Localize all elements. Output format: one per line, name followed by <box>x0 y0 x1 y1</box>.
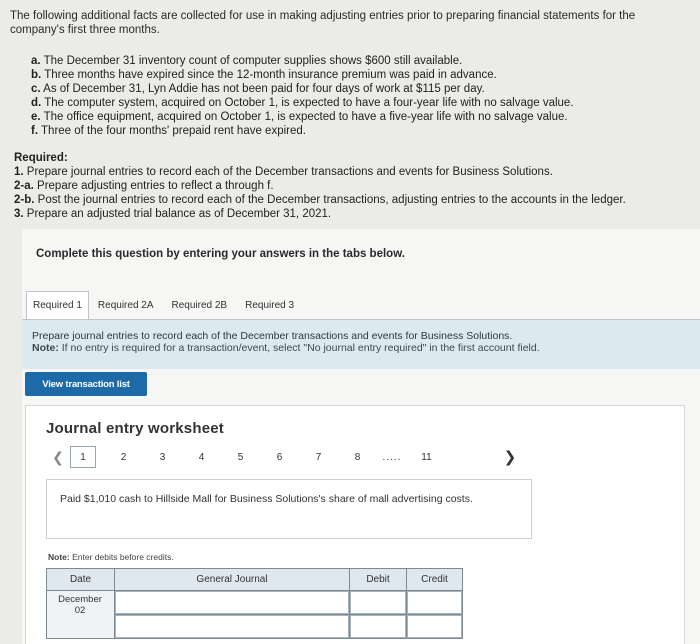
tab-required-2a[interactable]: Required 2A <box>97 300 154 311</box>
date-cell <box>47 591 115 639</box>
tab-required-3[interactable]: Required 3 <box>245 300 295 311</box>
credit-input[interactable] <box>407 615 462 638</box>
instruction-text: Prepare journal entries to record each of the December transactions and events for Business Solutions. <box>32 330 513 342</box>
page-1[interactable]: 1 <box>70 446 96 468</box>
account-input[interactable] <box>115 591 349 614</box>
tab-required-2b[interactable]: Required 2B <box>171 300 228 311</box>
required-item: 3. Prepare an adjusted trial balance as of December 31, 2021. <box>14 208 332 220</box>
fact-item: e. The office equipment, acquired on October 1, is expected to have a five-year life with no salvage value. <box>31 111 568 123</box>
page-2[interactable]: 2 <box>120 451 127 463</box>
card-heading: Complete this question by entering your answers in the tabs below. <box>36 248 405 260</box>
worksheet-pager <box>46 446 446 468</box>
page-8[interactable]: 8 <box>354 451 361 463</box>
view-transaction-list-button[interactable]: View transaction list <box>25 372 147 396</box>
journal-entry-worksheet <box>25 405 685 644</box>
page-6[interactable]: 6 <box>276 451 283 463</box>
instruction-panel <box>22 319 700 369</box>
account-input[interactable] <box>115 615 349 638</box>
intro-text: The following additional facts are collected for use in making adjusting entries prior to preparing financial statements for the company's first three months. <box>10 10 636 36</box>
table-row <box>47 591 463 615</box>
date-month: December <box>58 594 102 605</box>
facts-list <box>31 54 681 138</box>
credit-cell[interactable] <box>407 615 463 639</box>
debit-cell[interactable] <box>350 591 407 615</box>
fact-item: c. As of December 31, Lyn Addie has not been paid for four days of work at $115 per day. <box>31 83 485 95</box>
required-heading: Required: <box>14 152 68 164</box>
page-3[interactable]: 3 <box>159 451 166 463</box>
account-cell[interactable] <box>115 615 350 639</box>
fact-item: d. The computer system, acquired on October 1, is expected to have a four-year life with no salvage value. <box>31 97 574 109</box>
fact-item: a. The December 31 inventory count of computer supplies shows $600 still available. <box>31 55 463 67</box>
page-5[interactable]: 5 <box>237 451 244 463</box>
debit-input[interactable] <box>350 591 406 614</box>
general-journal-header: General Journal <box>115 569 350 591</box>
date-day: 02 <box>74 605 86 616</box>
page-4[interactable]: 4 <box>198 451 205 463</box>
credit-input[interactable] <box>407 591 462 614</box>
tab-bar <box>26 291 303 319</box>
journal-table <box>46 568 463 639</box>
required-item: 2-a. Prepare adjusting entries to reflect a through f. <box>14 180 274 192</box>
required-item: 2-b. Post the journal entries to record each of the December transactions, adjusting entries to the accounts in the ledger. <box>14 194 626 206</box>
required-section <box>14 151 694 221</box>
page-11[interactable]: 11 <box>421 451 432 463</box>
instruction-note: Note: If no entry is required for a transaction/event, select "No journal entry required" in the first account field. <box>32 342 540 354</box>
chevron-left-icon[interactable]: ❮ <box>52 448 64 465</box>
worksheet-title: Journal entry worksheet <box>46 420 224 437</box>
credit-cell[interactable] <box>407 591 463 615</box>
debit-input[interactable] <box>350 615 406 638</box>
debits-note: Note: Enter debits before credits. <box>48 552 174 562</box>
fact-item: b. Three months have expired since the 12-month insurance premium was paid in advance. <box>31 69 497 81</box>
credit-header: Credit <box>407 569 463 591</box>
tab-required-1[interactable]: Required 1 <box>26 291 89 319</box>
debit-header: Debit <box>350 569 407 591</box>
debit-cell[interactable] <box>350 615 407 639</box>
chevron-right-icon[interactable]: ❯ <box>503 449 517 466</box>
transaction-description: Paid $1,010 cash to Hillside Mall for Business Solutions's share of mall advertising costs. <box>46 479 532 539</box>
date-header: Date <box>47 569 115 591</box>
account-cell[interactable] <box>115 591 350 615</box>
fact-item: f. Three of the four months' prepaid rent have expired. <box>31 125 306 137</box>
table-header-row <box>47 569 463 591</box>
question-card <box>22 229 700 644</box>
page-7[interactable]: 7 <box>315 451 322 463</box>
required-item: 1. Prepare journal entries to record each of the December transactions and events for Business Solutions. <box>14 166 553 178</box>
pager-ellipsis: ..... <box>382 451 402 463</box>
